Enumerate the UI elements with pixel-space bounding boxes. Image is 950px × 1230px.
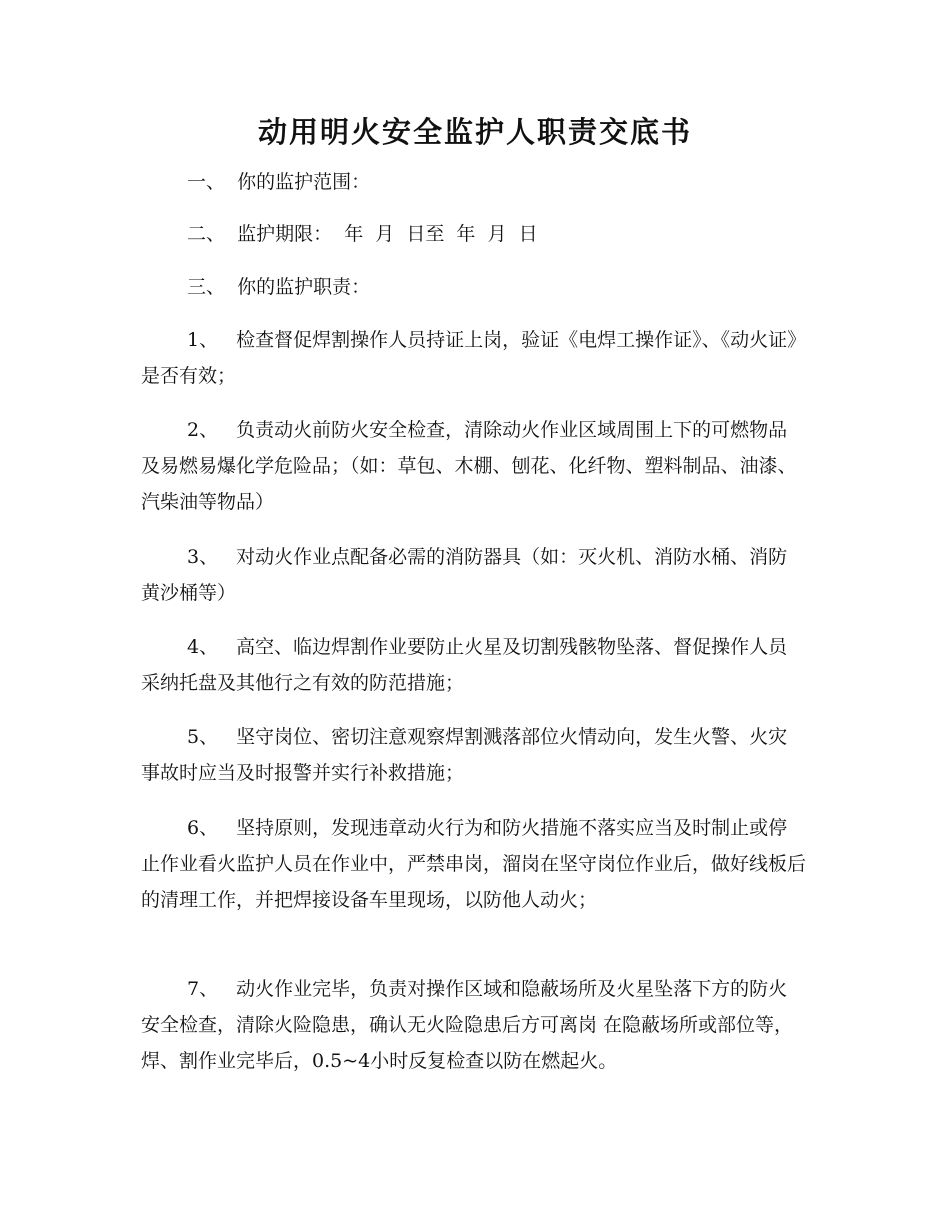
duty-text: 坚持原则，发现违章动火行为和防火措施不落实应当及时制止或停止作业看火监护人员在作业中，严禁串岗，溜岗在坚守岗位作业后，做好线板后的清理工作，并把焊接设备车里现场，以防他人动火； xyxy=(141,817,807,911)
duty-number: 5、 xyxy=(187,726,219,748)
section-number: 一、 xyxy=(187,171,226,193)
section-text: 监护期限： 年 月 日至 年 月 日 xyxy=(237,223,538,245)
duty-text: 负责动火前防火安全检查，清除动火作业区域周围上下的可燃物品及易燃易爆化学危险品；（如：草包、木棚、刨花、化纤物、塑料制品、油漆、汽柴油等物品） xyxy=(141,419,797,513)
duty-text: 动火作业完毕，负责对操作区域和隐蔽场所及火星坠落下方的防火安全检查，清除火险隐患，确认无火险隐患后方可离岗 在隐蔽场所或部位等，焊、割作业完毕后，0.5~4小时反复检查以防在燃起火。 xyxy=(141,978,794,1072)
duty-number: 2、 xyxy=(187,419,219,441)
duty-number: 4、 xyxy=(187,636,219,658)
duty-number: 7、 xyxy=(187,978,219,1000)
duty-item-1 xyxy=(141,322,806,394)
duty-number: 6、 xyxy=(187,817,219,839)
duty-item-7 xyxy=(141,971,806,1079)
section-number: 二、 xyxy=(187,223,226,245)
duty-item-3 xyxy=(141,539,806,611)
duty-item-6 xyxy=(141,810,806,918)
section-period xyxy=(187,220,538,248)
section-text: 你的监护职责： xyxy=(237,276,371,298)
duty-item-4 xyxy=(141,629,806,701)
duty-text: 坚守岗位、密切注意观察焊割溅落部位火情动向，发生火警、火灾事故时应当及时报警并实行补救措施； xyxy=(141,726,788,784)
duty-text: 对动火作业点配备必需的消防器具（如：灭火机、消防水桶、消防黄沙桶等） xyxy=(141,546,788,604)
duty-number: 1、 xyxy=(187,329,219,351)
duty-item-5 xyxy=(141,719,806,791)
section-text: 你的监护范围： xyxy=(237,171,371,193)
section-duties-heading xyxy=(187,273,370,301)
duty-item-2 xyxy=(141,412,806,520)
section-number: 三、 xyxy=(187,276,226,298)
section-scope xyxy=(187,168,370,196)
duty-number: 3、 xyxy=(187,546,219,568)
document-title: 动用明火安全监护人职责交底书 xyxy=(257,115,692,149)
duty-text: 检查督促焊割操作人员持证上岗，验证《电焊工操作证》、《动火证》是否有效； xyxy=(141,329,797,387)
duty-text: 高空、临边焊割作业要防止火星及切割残骸物坠落、督促操作人员采纳托盘及其他行之有效的防范措施； xyxy=(141,636,788,694)
